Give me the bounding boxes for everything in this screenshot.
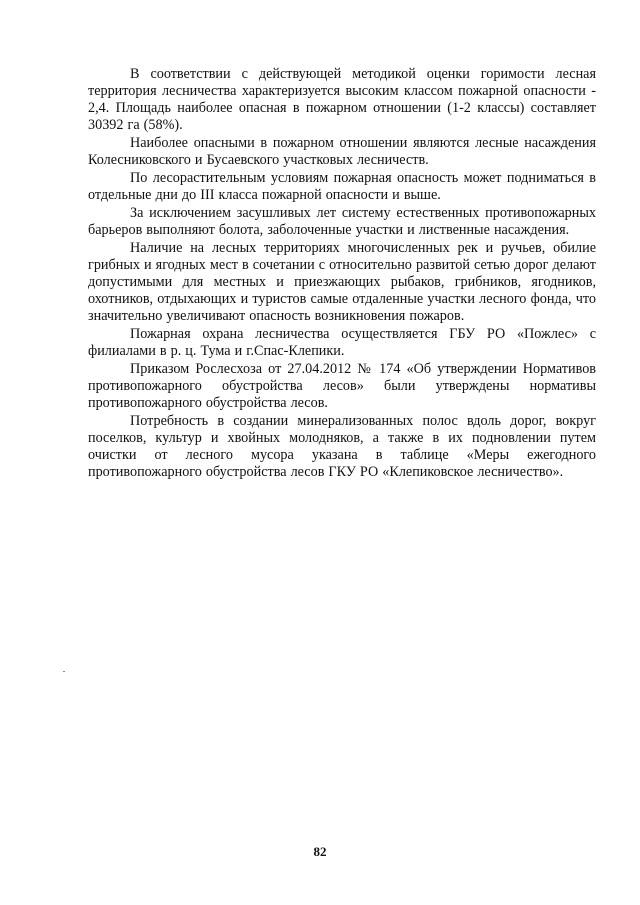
paragraph-fire-protection-service: Пожарная охрана лесничества осуществляется ГБУ РО «Пожлес» с филиалами в р. ц. Тума и г.Спас-Клепики. [88, 326, 596, 359]
paragraph-mineralized-strips: Потребность в создании минерализованных полос вдоль дорог, вокруг поселков, культур и хвойных молодняков, а также в их подновлении путем очистки от лесного мусора указана в таблице «Меры ежегодного противопожарного обустройства лесов ГКУ РО «Клепиковское лесничество». [88, 413, 596, 480]
page-number: 82 [313, 844, 327, 859]
paragraph-fire-risk-class: В соответствии с действующей методикой оценки горимости лесная территория лесничества характеризуется высоким классом пожарной опасности - 2,4. Площадь наиболее опасная в пожарном отношении (1-2 классы) составляет 30392 га (58%). [88, 66, 596, 133]
scan-speck [63, 671, 65, 672]
paragraph-natural-barriers: За исключением засушливых лет систему естественных противопожарных барьеров выполняют болота, заболоченные участки и лиственные насаждения. [88, 205, 596, 238]
paragraph-most-dangerous-plantations: Наиболее опасными в пожарном отношении являются лесные насаждения Колесниковского и Бусаевского участковых лесничеств. [88, 135, 596, 168]
paragraph-rosleshoz-order: Приказом Рослесхоза от 27.04.2012 № 174 «Об утверждении Нормативов противопожарного обустройства лесов» были утверждены нормативы противопожарного обустройства лесов. [88, 361, 596, 411]
paragraph-rivers-and-visitors: Наличие на лесных территориях многочисленных рек и ручьев, обилие грибных и ягодных мест в сочетании с относительно развитой сетью дорог делают допустимыми для местных и приезжающих рыбаков, грибников, ягодников, охотников, отдыхающих и туристов самые отдаленные участки лесного фонда, что значительно увеличивают опасность возникновения пожаров. [88, 240, 596, 324]
page-body [88, 66, 596, 482]
paragraph-forest-growing-conditions: По лесорастительным условиям пожарная опасность может подниматься в отдельные дни до III класса пожарной опасности и выше. [88, 170, 596, 203]
